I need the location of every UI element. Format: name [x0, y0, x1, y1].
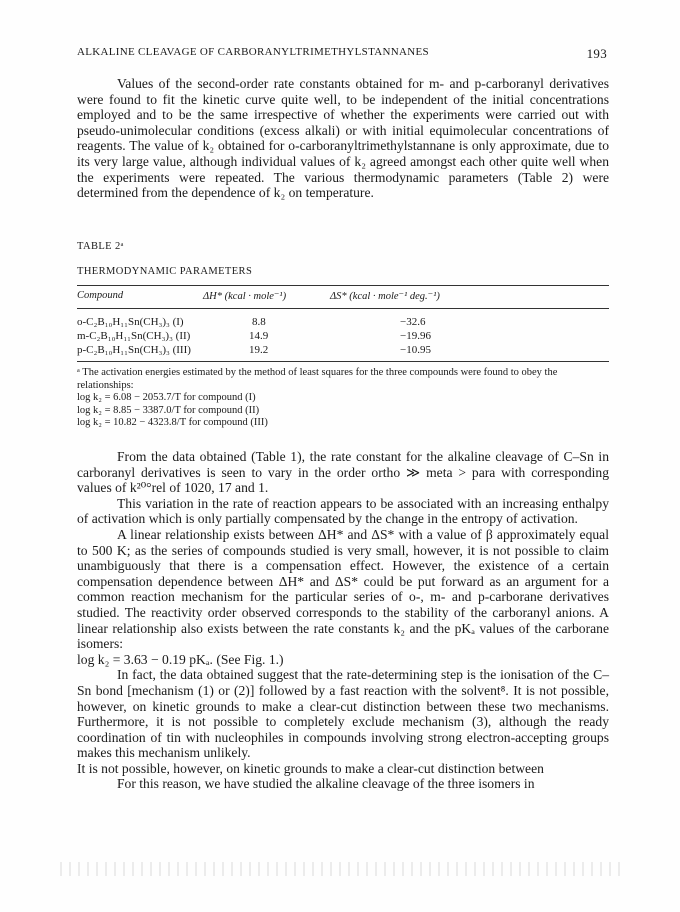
compound-cell: p-C₂B₁₀H₁₁Sn(CH₃)₃ (III) [77, 344, 191, 356]
entropy-cell: −32.6 [400, 316, 426, 328]
body-section-2 [77, 449, 609, 792]
body-paragraph-1 [77, 76, 609, 201]
table-footnote [77, 367, 609, 430]
enthalpy-cell: 8.8 [252, 316, 266, 328]
table-number: TABLE 2ᵃ [77, 241, 124, 252]
equation-line: log k₂ = 10.82 − 4323.8/T for compound (III) [77, 417, 268, 429]
scan-noise [60, 862, 620, 876]
table-bottom-rule [77, 361, 609, 362]
running-title: ALKALINE CLEAVAGE OF CARBORANYLTRIMETHYLSTANNANES [77, 46, 429, 58]
paragraph-text: Values of the second-order rate constants obtained for m- and p-carboranyl derivatives were found to fit the kinetic curve quite well, to be independent of the initial concentrations employed and to be the same irrespective of whether the experiments were carried out with pseudo-unimolecular conditions (excess alkali) or with initial equimolecular concentrations of reagents. The value of k₂ obtained for o-carboranyltrimethylstannane is only approximate, due to its very large value, although individual values of k₂ agreed amongst each other quite well when the experiments were repeated. The various thermodynamic parameters (Table 2) were determined from the dependence of k₂ on temperature. [77, 76, 609, 201]
footnote-text: ᵃ The activation energies estimated by the method of least squares for the three compounds were found to obey the relationships: [77, 367, 558, 391]
entropy-cell: −19.96 [400, 330, 431, 342]
column-header-entropy: ΔS* (kcal · mole⁻¹ deg.⁻¹) [330, 291, 440, 302]
page-number: 193 [586, 46, 607, 61]
paragraph-text: From the data obtained (Table 1), the rate constant for the alkaline cleavage of C–Sn in carboranyl derivatives is seen to vary in the order ortho ≫ meta > para with corresponding values of k²⁰°rel of 1020, 17 and 1. [77, 449, 609, 496]
paragraph-text: log k₂ = 3.63 − 0.19 pKₐ. (See Fig. 1.) [77, 651, 284, 667]
enthalpy-cell: 19.2 [249, 344, 269, 356]
enthalpy-cell: 14.9 [249, 330, 269, 342]
column-header-enthalpy: ΔH* (kcal · mole⁻¹) [203, 291, 287, 302]
paragraph-text: In fact, the data obtained suggest that the rate-determining step is the ionisation of the C–Sn bond [mechanism (1) or (2)] followed by a fast reaction with the solvent⁸. It is not possible, however, on kinetic grounds to make a clear-cut distinction between these two mechanisms. Furthermore, it is not possible to completely exclude mechanism (3), although the ready coordination of tin with nucleophiles in compounds involving strong electron-accepting groups makes this mechanism unlikely. [77, 667, 609, 761]
compound-cell: o-C₂B₁₀H₁₁Sn(CH₃)₃ (I) [77, 316, 184, 328]
compound-cell: m-C₂B₁₀H₁₁Sn(CH₃)₃ (II) [77, 330, 191, 342]
equation-line: log k₂ = 8.85 − 3387.0/T for compound (II) [77, 404, 260, 416]
entropy-cell: −10.95 [400, 344, 431, 356]
table-header-rule [77, 308, 609, 309]
running-head [77, 46, 607, 62]
column-header-compound: Compound [77, 290, 124, 301]
paragraph-text: A linear relationship exists between ΔH* and ΔS* with a value of β approximately equal to 500 K; as the series of compounds studied is very small, however, it is not possible to claim unambiguously that there is a compensation effect. However, the existence of a certain compensation dependence between ΔH* and ΔS* could be put forward as an argument for a common reaction mechanism for the particular series of o-, m- and p-carborane derivatives studied. The reactivity order observed corresponds to the stability of the carboranyl anions. A linear relationship also exists between the rate constants k₂ and the pKₐ values of the carborane isomers: [77, 526, 609, 652]
table-title: THERMODYNAMIC PARAMETERS [77, 266, 253, 277]
paragraph-text: This variation in the rate of reaction appears to be associated with an increasing enthalpy of activation which is only partially compensated by the change in the entropy of activation. [77, 495, 609, 527]
paragraph-text: It is not possible, however, on kinetic grounds to make a clear-cut distinction between [77, 760, 544, 776]
paragraph-text: For this reason, we have studied the alkaline cleavage of the three isomers in [117, 776, 535, 792]
equation-line: log k₂ = 6.08 − 2053.7/T for compound (I) [77, 392, 256, 404]
table-top-rule [77, 285, 609, 286]
